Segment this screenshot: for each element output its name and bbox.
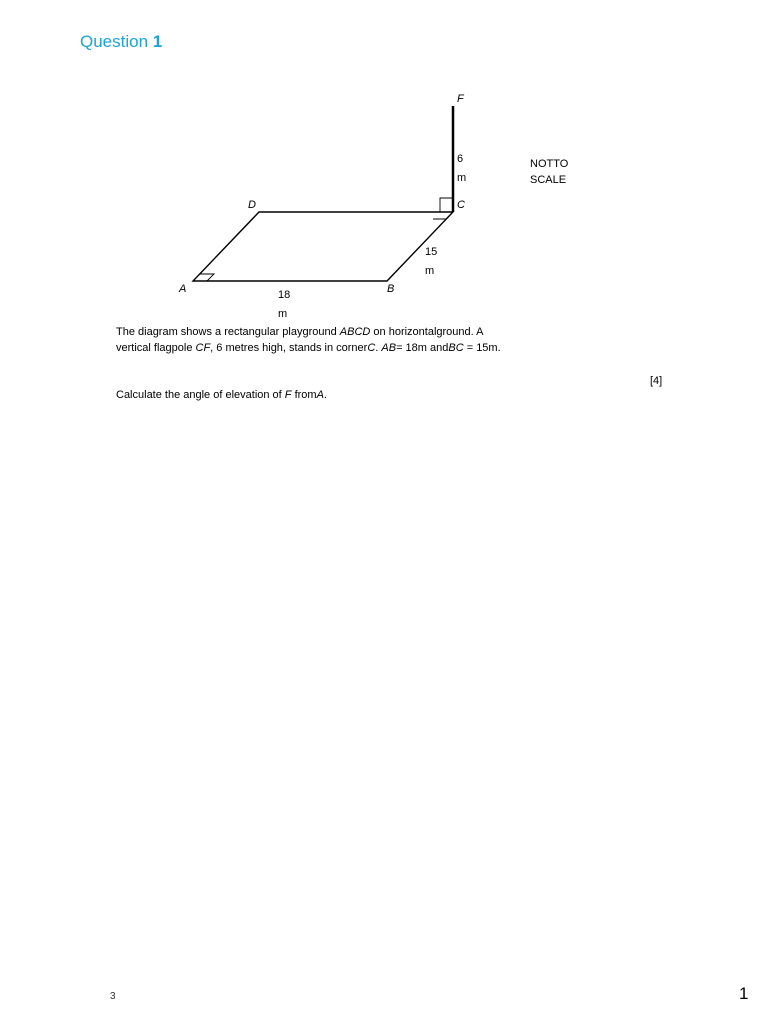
length-ab-unit: m xyxy=(278,308,288,320)
instruction-text: Calculate the angle of elevation of xyxy=(116,389,285,401)
instruction-text: . xyxy=(323,389,327,401)
label-c: C xyxy=(457,199,465,211)
instruction-text: from xyxy=(291,389,317,401)
right-angle-mark-c-vertical xyxy=(440,198,453,212)
paragraph-text: The diagram shows a rectangular playground xyxy=(116,326,340,338)
paragraph-italic: ABCD xyxy=(339,326,371,338)
playground-outline xyxy=(193,212,453,281)
footer-left-number: 3 xyxy=(110,991,116,1002)
paragraph-italic: C xyxy=(367,342,376,354)
length-bc-value: 15 xyxy=(425,246,438,258)
playground-rectangle xyxy=(193,212,453,281)
not-to-scale-line2: SCALE xyxy=(530,174,567,186)
not-to-scale-line1: NOTTO xyxy=(530,158,569,170)
page-number: 1 xyxy=(739,984,749,1003)
right-angle-mark-a xyxy=(200,274,214,281)
paragraph-text: . xyxy=(375,342,382,354)
paragraph-text: , 6 metres high, stands in corner xyxy=(210,342,368,354)
question-label: Question xyxy=(80,32,149,51)
paragraph-text: on horizontalground. A vertical flagpole xyxy=(116,326,483,354)
label-f: F xyxy=(457,93,464,105)
marks-indicator: [4] xyxy=(650,375,663,387)
question-paragraph xyxy=(116,324,516,356)
not-to-scale-note xyxy=(530,156,590,188)
question-instruction xyxy=(116,389,327,401)
paragraph-text: = 18m and xyxy=(396,342,449,354)
question-number: 1 xyxy=(152,32,163,51)
geometry-diagram xyxy=(0,0,768,420)
label-a: A xyxy=(179,283,187,295)
length-cf-unit: m xyxy=(457,172,467,184)
paragraph-italic: AB xyxy=(381,342,397,354)
paragraph-text: = 15m. xyxy=(463,342,501,354)
paragraph-italic: CF xyxy=(195,342,211,354)
paragraph-italic: BC xyxy=(448,342,464,354)
right-angle-mark-c-ground xyxy=(433,212,453,219)
label-b: B xyxy=(387,283,395,295)
instruction-italic: A xyxy=(316,389,324,401)
length-bc-unit: m xyxy=(425,265,435,277)
label-d: D xyxy=(248,199,256,211)
length-ab-value: 18 xyxy=(278,289,291,301)
length-cf-value: 6 xyxy=(457,153,464,165)
instruction-italic: F xyxy=(284,389,292,401)
